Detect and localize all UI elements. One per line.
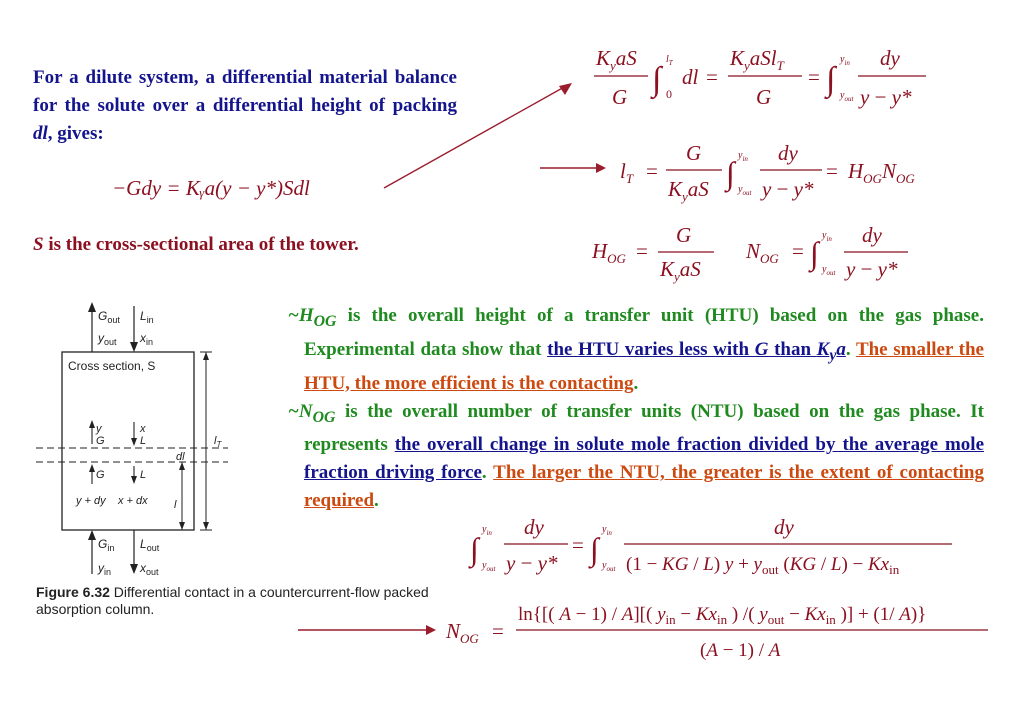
svg-text:ln{[( A − 1) / A][( yin − Kxin: ln{[( A − 1) / A][( $y_{in} - Kx_{in}$ ) /( $y_{out} - Kx_{in}$ )] + (1/ A)}: [518, 604, 927, 627]
equation-hog-nog: [590, 222, 920, 284]
label-xin: $x_{in}$: [140, 331, 154, 347]
svg-text:yout: $y_{out}$: [840, 90, 854, 103]
area-var: S: [33, 234, 44, 255]
ntu-underlined-orange: The larger the NTU, the greater is the extent of contacting required: [304, 462, 984, 512]
intro-text-end: , gives:: [47, 123, 104, 144]
svg-text:y − y*: y − y*: [762, 177, 814, 201]
svg-text:G: G: [96, 435, 105, 447]
svg-text:=: =: [792, 239, 804, 263]
svg-text:y − y*: y − y*: [860, 85, 912, 109]
svg-text:y + dy: y + dy: [76, 495, 106, 507]
notes-block: [288, 302, 984, 515]
area-text: is the cross-sectional area of the tower.: [43, 234, 359, 255]
svg-text:lT: $l_T$: [620, 159, 634, 186]
label-yin: $y_{in}$: [98, 561, 112, 577]
htu-note: $\sim H_{OG}$ is the overall height of a transfer unit (HTU) based on the gas phase. Experimental data show that the HTU varies less with G than $K_ya$. The smaller the HTU, the more efficient is the contacting.: [288, 305, 984, 394]
svg-text:dy: dy: [524, 515, 544, 539]
svg-text:lT: $l_T$: [666, 54, 673, 67]
label-xout: $x_{out}$: [140, 561, 159, 577]
svg-text:yin: $y_{in}$: [822, 230, 832, 243]
ntu-note: $\sim N_{OG}$ is the overall number of transfer units (NTU) based on the gas phase. It represents the overall change in solute mole fraction divided by the average mole fraction driving force. The larger the NTU, the greater is the extent of contacting required.: [288, 400, 984, 512]
arrowhead-nog: [426, 625, 436, 635]
htu-underlined-navy: the HTU varies less with G than $K_ya$: [547, 338, 846, 364]
svg-text:=: =: [636, 239, 648, 263]
svg-text:yin: $y_{in}$: [738, 150, 748, 163]
svg-text:yout: $y_{out}$: [482, 560, 496, 573]
svg-text:KyaS: $K_yaS$: [660, 257, 701, 284]
liquid-out-arrow-icon: [130, 564, 138, 574]
svg-text:dy: dy: [862, 223, 882, 247]
svg-text:G: G: [686, 141, 702, 165]
htu-prefix: ~H: [288, 305, 314, 326]
ntu-sub: OG: [312, 408, 336, 426]
ntu-text1: is the overall number of transfer units (NTU) based on the gas phase. It represents: [304, 400, 984, 456]
svg-text:dy: dy: [880, 46, 900, 70]
label-lout: $L_{out}$: [140, 537, 160, 553]
liquid-in-arrow-icon: [130, 342, 138, 352]
svg-text:yout: $y_{out}$: [822, 264, 836, 277]
figure-caption: [36, 584, 452, 618]
svg-text:=: =: [646, 159, 658, 183]
htu-underlined-orange: The smaller the HTU, the more efficient is the contacting: [304, 338, 984, 394]
svg-text:NOG: $N_{OG}$: [746, 239, 779, 266]
equation-integral-1: [590, 40, 930, 116]
svg-text:HOGNOG: $H_{OG}N_{OG}$: [848, 159, 915, 186]
svg-text:y − y*: y − y*: [506, 551, 558, 575]
liquid-down-arrow-icon: [131, 438, 137, 446]
label-l: l: [174, 499, 177, 511]
equation-integral-expanded: [468, 512, 958, 582]
svg-text:L: L: [140, 435, 147, 447]
intro-text: For a dilute system, a differential material balance for the solute over a differential height of packing: [33, 67, 457, 116]
svg-text:∫: ∫: [470, 531, 479, 567]
svg-text:yout: $y_{out}$: [738, 184, 752, 197]
svg-text:x + dx: x + dx: [118, 495, 148, 507]
svg-text:yin: $y_{in}$: [840, 54, 850, 67]
equation-nog-final: [442, 598, 1002, 668]
eq1-integral-2: ∫: [826, 61, 836, 98]
label-gout: $G_{out}$: [98, 309, 120, 325]
intro-var-dl: dl: [33, 123, 48, 144]
svg-text:∫: ∫: [590, 531, 599, 567]
htu-text1: is the overall height of a transfer unit (HTU) based on the gas phase. Experimental data show that: [304, 305, 984, 360]
caption-figure-number: Figure 6.32: [36, 584, 110, 600]
htu-sub: OG: [313, 312, 337, 330]
svg-text:HOG: $H_{OG}$: [592, 239, 626, 266]
svg-text:0: 0: [666, 87, 672, 101]
label-gin: $G_{in}$: [98, 537, 115, 553]
svg-text:NOG: $N_{OG}$: [446, 619, 479, 646]
svg-text:dy: dy: [774, 515, 794, 539]
liquid-down-arrow-lower-icon: [131, 476, 137, 484]
svg-text:yin: $y_{in}$: [602, 524, 612, 537]
svg-text:(A − 1) / A: (A − 1) / A: [700, 640, 781, 661]
svg-text:∫: ∫: [726, 155, 735, 191]
svg-text:y: y: [96, 423, 102, 435]
svg-text:L: L: [140, 469, 147, 481]
svg-text:dy: dy: [778, 141, 798, 165]
arrow-to-top-equation: [384, 86, 566, 188]
gas-up-arrow-lower-icon: [89, 464, 95, 472]
eq1-num1: $K_yaS$: [596, 46, 637, 73]
label-dl: dl: [176, 451, 185, 463]
eq1-den1: G: [612, 85, 628, 109]
column-diagram: [30, 298, 270, 582]
svg-text:∫: ∫: [810, 235, 819, 271]
gas-in-arrow-icon: [88, 530, 96, 540]
label-cross-section: Cross section, S: [68, 359, 156, 373]
svg-text:=: =: [572, 533, 584, 557]
svg-text:=: =: [808, 65, 820, 89]
svg-text:yout: $y_{out}$: [602, 560, 616, 573]
caption-text: Differential contact in a countercurrent-flow packed absorption column.: [36, 584, 429, 617]
svg-text:(1 − KG / L) y + yout (KG / L): (1 − KG / L) $y + y_{out}$ $(KG / L) - Kx_{in}$: [626, 554, 900, 577]
eq1-integral-1: ∫: [652, 61, 662, 98]
ntu-underlined-navy: the overall change in solute mole fraction divided by the average mole fraction driving force: [304, 434, 984, 484]
svg-text:=: =: [706, 65, 718, 89]
svg-text:=: =: [492, 619, 504, 643]
gas-up-arrow-icon: [89, 420, 95, 428]
arrowhead-lt: [596, 163, 606, 173]
svg-text:G: G: [96, 469, 105, 481]
svg-text:KyaS: $K_yaS$: [668, 177, 709, 204]
svg-text:KyaSlT: $K_yaSl_T$: [730, 46, 784, 73]
ntu-prefix: ~N: [288, 400, 313, 422]
equation-lt: [616, 140, 946, 204]
label-lt: $l_T$: [214, 435, 222, 449]
balance-equation-text: −Gdy = Kᵧa(y − y*)Sdl: [112, 176, 310, 200]
gas-out-arrow-icon: [88, 302, 96, 312]
svg-text:y − y*: y − y*: [846, 257, 898, 281]
svg-text:G: G: [676, 223, 692, 247]
svg-text:x: x: [140, 423, 146, 435]
label-lin: $L_{in}$: [140, 309, 154, 325]
svg-text:G: G: [756, 85, 772, 109]
svg-text:=: =: [826, 159, 838, 183]
svg-text:dl: dl: [682, 65, 699, 89]
label-yout: $y_{out}$: [98, 331, 117, 347]
svg-text:yin: $y_{in}$: [482, 524, 492, 537]
